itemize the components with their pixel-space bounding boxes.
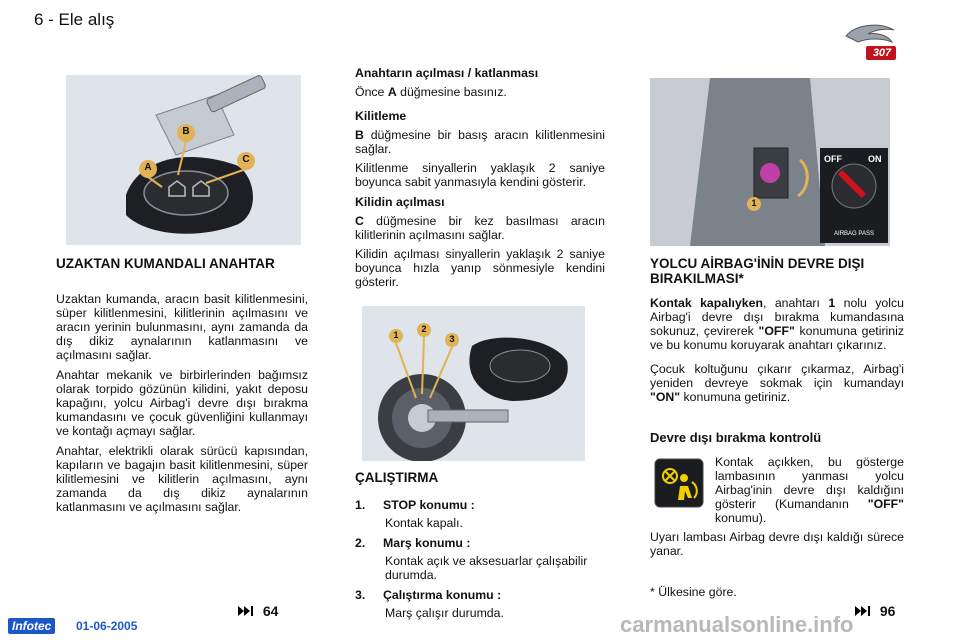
subheading-locking: Kilitleme [355, 109, 407, 123]
ignition-image [362, 306, 585, 461]
locking-text: B düğmesine bir basış aracın kilitlenmesini sağlar. [355, 128, 605, 156]
section-heading-starting: ÇALIŞTIRMA [355, 470, 439, 485]
ignition-positions-list [355, 498, 595, 620]
subheading-unlocking: Kilidin açılması [355, 195, 445, 209]
nav-page-96[interactable]: 96 [855, 603, 895, 619]
label-1: 1 [751, 198, 757, 208]
warning-lamp-text: Uyarı lambası Airbag devre dışı kaldığı sürece yanar. [650, 530, 904, 558]
airbag-switch-image [650, 78, 890, 246]
infotec-logo: Infotec [8, 618, 55, 634]
unlocking-signal-text: Kilidin açılması sinyallerin yaklaşık 2 saniye boyunca hızla yanıp sönmesiyle kendini gösterir. [355, 247, 605, 289]
airbag-reactivate: Çocuk koltuğunu çıkarır çıkarmaz, Airbag'i yeniden devreye sokmak için kumandayı "ON" konumuna getiriniz. [650, 362, 904, 404]
label-3: 3 [449, 334, 455, 344]
nav-page-64[interactable]: 64 [238, 603, 278, 619]
key-fob-image [66, 75, 301, 245]
list-item-desc: Kontak açık ve aksesuarlar çalışabilir durumda. [385, 554, 588, 582]
deactivation-check-text: Kontak açıkken, bu gösterge lambasının yanması yolcu Airbag'inin devre dışı kaldığını gösterir (Kumandanın "OFF" konumu). [715, 455, 904, 525]
airbag-warning-lamp-icon [654, 458, 704, 508]
list-item: 3. Çalıştırma konumu : [355, 588, 502, 602]
switch-label-on: ON [868, 154, 882, 164]
switch-label-pass: AIRBAG PASS [834, 231, 874, 237]
watermark: carmanualsonline.info [620, 612, 854, 637]
brand-logo [838, 20, 902, 64]
unlocking-text: C düğmesine bir kez basılması aracın kilitlerinin açılmasını sağlar. [355, 214, 605, 242]
unfold-text: Önce A düğmesine basınız. [355, 85, 507, 99]
label-1: 1 [393, 330, 399, 340]
key-instructions [355, 66, 605, 289]
label-2: 2 [421, 324, 427, 334]
subheading-deactivation-check: Devre dışı bırakma kontrolü [650, 430, 822, 445]
paragraph: Anahtar, elektrikli olarak sürücü kapısından, kapıların ve bagajın basit kilitlenmesini, süper kilitlemesini ve kilitlerin açılmasını, aynı zamanda da dış dikiz aynalarının katlanmasını ve açılmasını sağlar. [56, 444, 308, 514]
airbag-instructions: Kontak kapalıyken, anahtarı 1 nolu yolcu Airbag'i devre dışı bırakma kumandasına sokunuz, çevirerek "OFF" konumuna getiriniz ve bu konumu koruyarak anahtarı çıkarınız. [650, 296, 904, 352]
list-item-desc: Kontak kapalı. [385, 516, 463, 530]
remote-key-body [56, 292, 308, 514]
list-item: 1. STOP konumu : [355, 498, 475, 512]
page-title: 6 - Ele alış [34, 10, 115, 29]
label-c: C [242, 154, 250, 165]
list-item-desc: Marş çalışır durumda. [385, 606, 504, 620]
label-a: A [144, 162, 152, 173]
list-item: 2. Marş konumu : [355, 536, 471, 550]
label-b: B [182, 126, 190, 137]
switch-label-off: OFF [824, 154, 842, 164]
subheading-unfold: Anahtarın açılması / katlanması [355, 66, 539, 80]
footnote: * Ülkesine göre. [650, 585, 737, 599]
section-heading-airbag: YOLCU AİRBAG'İNİN DEVRE DIŞI BIRAKILMASI* [650, 256, 865, 286]
next-arrow-icon [238, 603, 253, 619]
locking-signal-text: Kilitlenme sinyallerin yaklaşık 2 saniye boyunca sabit yanmasıyla kendini gösterir. [355, 161, 605, 189]
section-heading-remote-key: UZAKTAN KUMANDALI ANAHTAR [56, 256, 275, 271]
next-arrow-icon [855, 603, 870, 619]
publication-date: 01-06-2005 [76, 619, 138, 633]
paragraph: Anahtar mekanik ve birbirlerinden bağımsız olarak torpido gözünün kilidini, yakıt deposu kapağını, yolcu Airbag'i devre dışı bırakma kumandasını ve çocuk güvenliğini kullanmayı ve kontağı açmayı sağlar. [56, 368, 308, 438]
logo-text: 307 [872, 47, 892, 59]
paragraph: Uzaktan kumanda, aracın basit kilitlenmesini, süper kilitlenmesini, kilitlerinin açılmasını ve aracın yerinin bulunmasını, aynı zamanda da dış dikiz aynalarının katlanmasını ve açılmasını sağlar. [56, 292, 308, 362]
